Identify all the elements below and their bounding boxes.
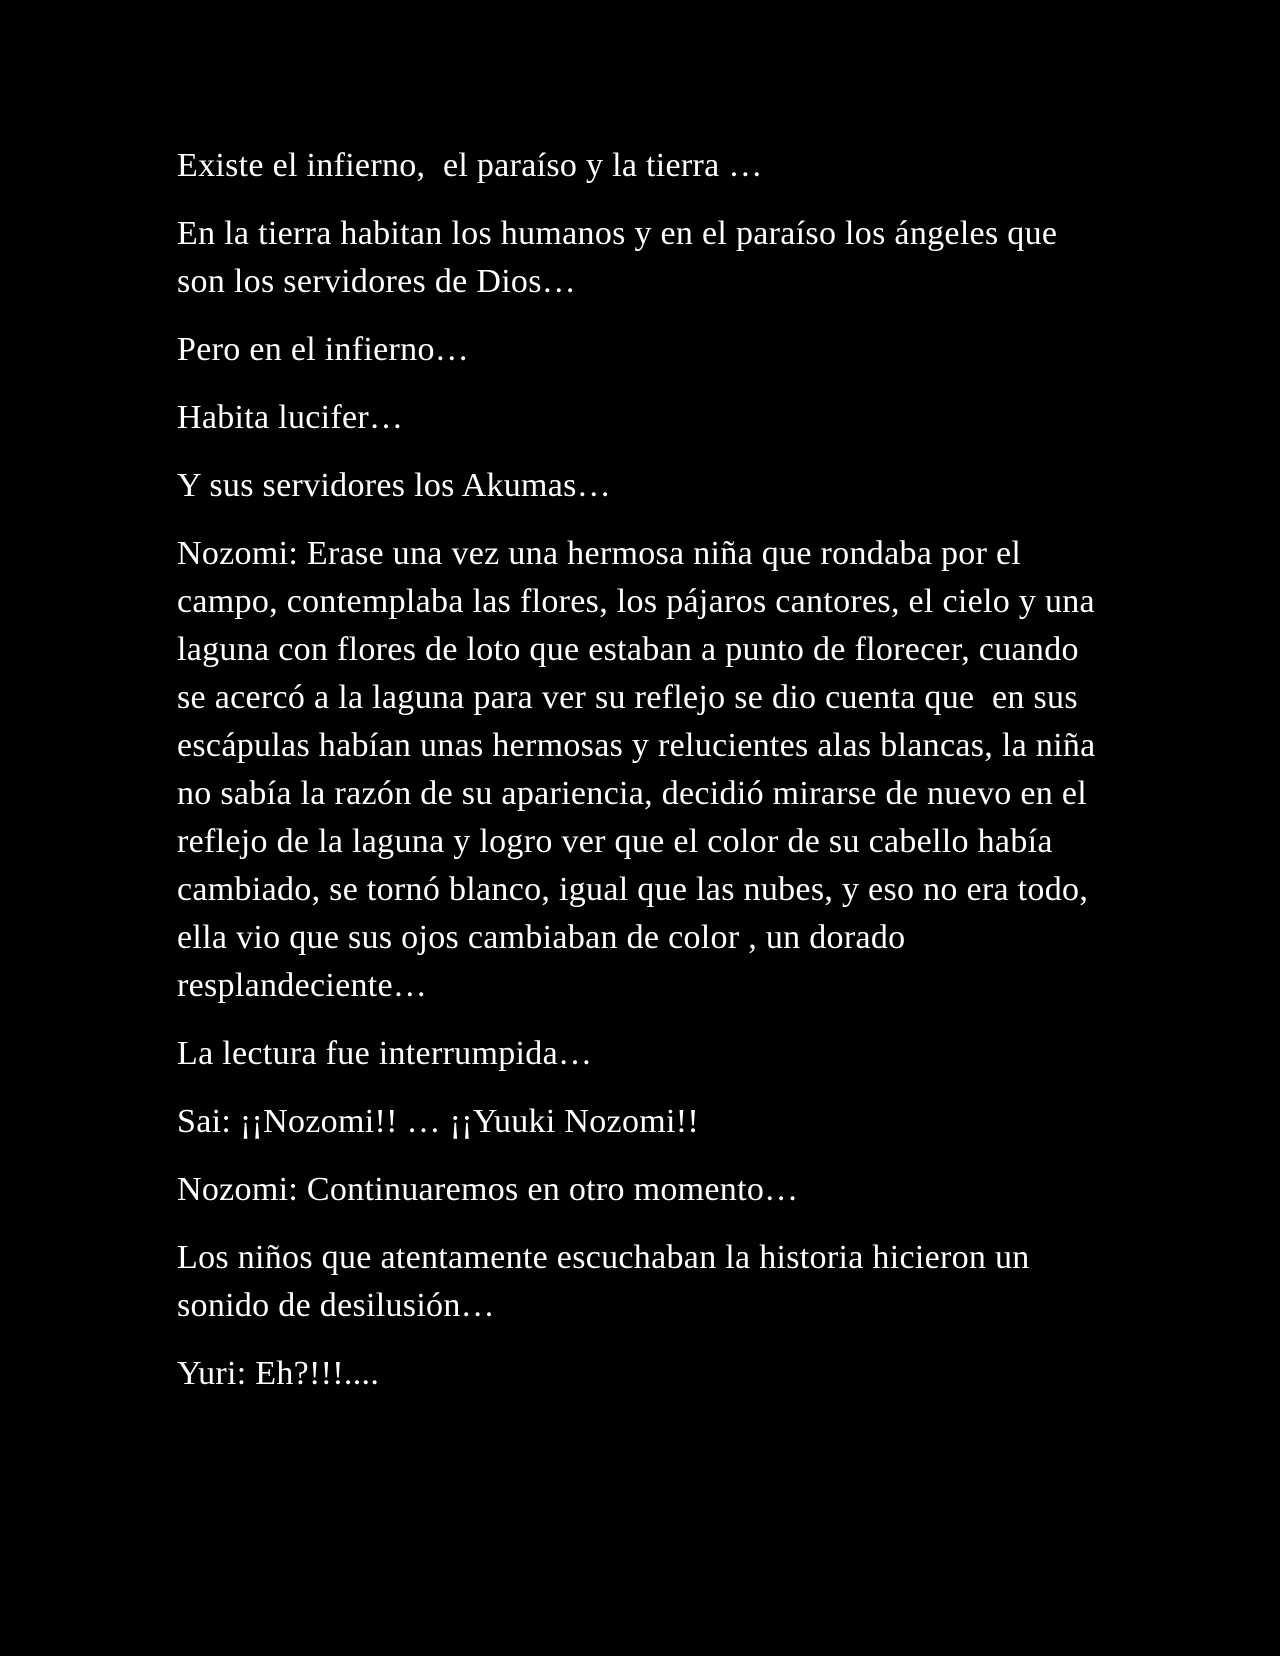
paragraph-interrupted: La lectura fue interrumpida… xyxy=(177,1035,593,1072)
paragraph-hell: Pero en el infierno… xyxy=(177,331,470,368)
paragraph-children: Los niños que atentamente escuchaban la historia hicieron un sonido de desilusión… xyxy=(177,1239,1039,1324)
paragraph-sai: Sai: ¡¡Nozomi!! … ¡¡Yuuki Nozomi!! xyxy=(177,1103,699,1140)
paragraph-akumas: Y sus servidores los Akumas… xyxy=(177,467,612,504)
paragraph-humans-angels: En la tierra habitan los humanos y en el paraíso los ángeles que son los servidores de Dios… xyxy=(177,215,1067,300)
story-text xyxy=(177,142,1105,1418)
paragraph-yuri: Yuri: Eh?!!!.... xyxy=(177,1355,380,1392)
paragraph-nozomi-continue: Nozomi: Continuaremos en otro momento… xyxy=(177,1171,799,1208)
paragraph-nozomi-story: Nozomi: Erase una vez una hermosa niña que rondaba por el campo, contemplaba las flores, los pájaros cantores, el cielo y una laguna con flores de loto que estaban a punto de florecer, cuando se acercó a la laguna para ver su reflejo se dio cuenta que en sus escápulas habían unas hermosas y relucientes alas blancas, la niña no sabía la razón de su apariencia, decidió mirarse de nuevo en el reflejo de la laguna y logro ver que el color de su cabello había cambiado, se tornó blanco, igual que las nubes, y eso no era todo, ella vio que sus ojos cambiaban de color , un dorado resplandeciente… xyxy=(177,535,1105,1004)
paragraph-intro: Existe el infierno, el paraíso y la tierra … xyxy=(177,147,763,184)
paragraph-lucifer: Habita lucifer… xyxy=(177,399,404,436)
